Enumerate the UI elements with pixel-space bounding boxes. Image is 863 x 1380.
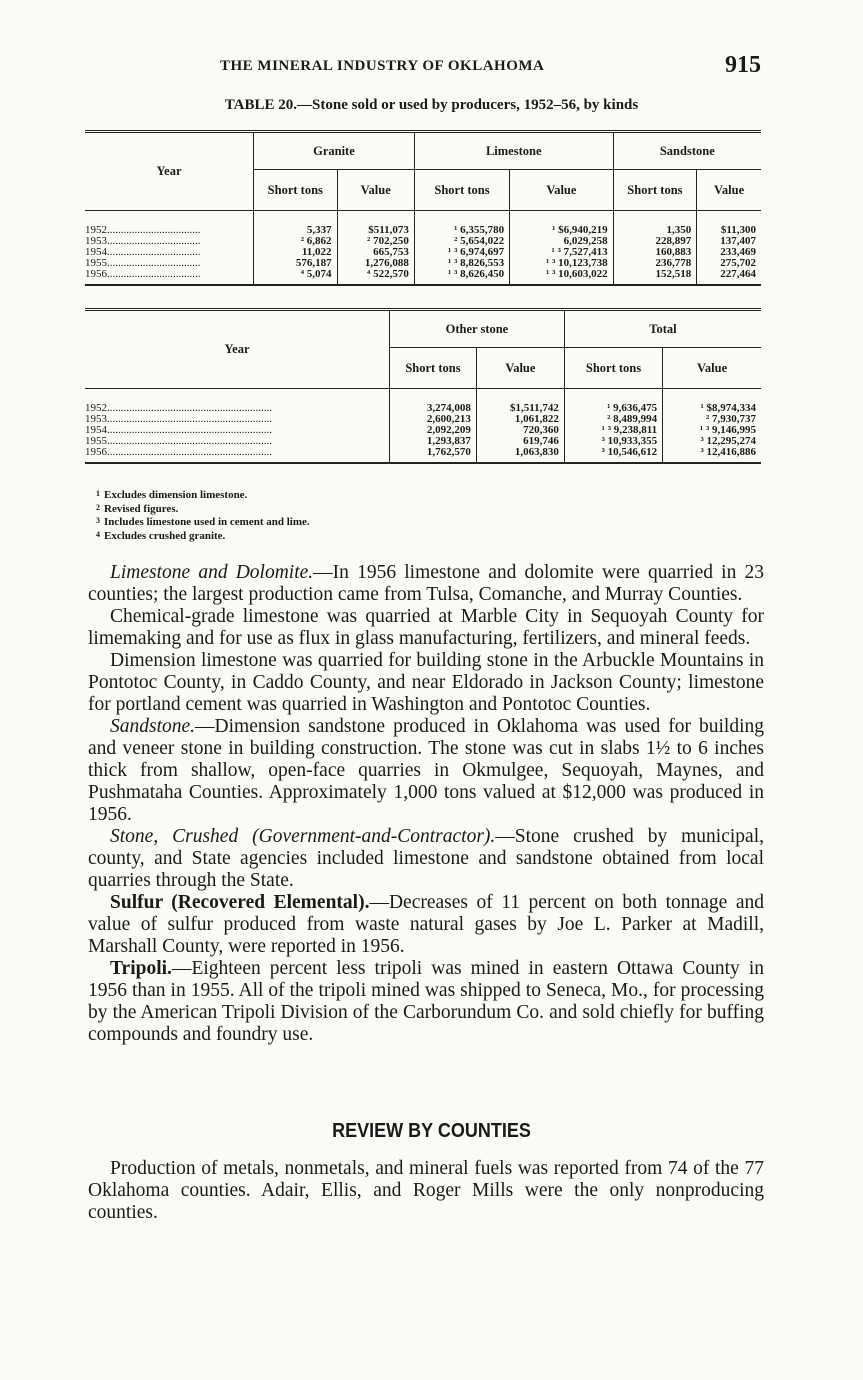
paragraph (88, 562, 764, 606)
table-cell: ² 7,930,737 (705, 413, 756, 425)
table-cell: 720,360 (476, 425, 564, 436)
year-cell: 1955.................................. (85, 258, 254, 269)
table-cell: 236,778 (613, 258, 697, 269)
section-heading: REVIEW BY COUNTIES (332, 1120, 531, 1142)
table-cell: ¹ 9,636,475 (564, 389, 662, 415)
paragraph-text: —Stone crushed by municipal, county, and State agencies included limestone and sandstone obtained from local quarries through the State. (88, 826, 764, 891)
paragraph-text: Chemical-grade limestone was quarried at Marble City in Sequoyah County for limemaking and for use as flux in glass manufacturing, fertilizers, and mineral feeds. (88, 606, 764, 649)
table-row (85, 389, 761, 415)
table-cell: 1,762,570 (390, 447, 477, 463)
footnote-text: Revised figures. (104, 502, 179, 515)
footnote (96, 488, 310, 502)
group-header-total: Total (649, 321, 677, 336)
table-cell: 227,464 (720, 268, 756, 280)
table-row (85, 269, 761, 285)
subheader-short-tons: Short tons (254, 170, 338, 211)
table-cell: 576,187 (254, 258, 338, 269)
running-title: THE MINERAL INDUSTRY OF OKLAHOMA (220, 58, 545, 74)
subheader-value: Value (476, 348, 564, 389)
body-text (88, 562, 764, 1046)
year-cell: 1955............................................................ (85, 436, 390, 447)
paragraph-text: —Eighteen percent less tripoli was mined in eastern Ottawa County in 1956 than in 1955. All of the tripoli mined was shipped to Seneca, Mo., for processing by the American Tripoli Division of the Carborundum Co. and sold chiefly for buffing compounds and foundry use. (88, 958, 764, 1045)
table-cell: $11,300 (720, 224, 756, 236)
table-cell: 275,702 (720, 257, 756, 269)
footnote (96, 529, 310, 543)
paragraph (88, 826, 764, 892)
group-header-sandstone: Sandstone (659, 143, 715, 158)
footnote-mark: 3 (96, 516, 100, 525)
paragraph-lead: Sulfur (Recovered Elemental). (110, 892, 370, 913)
paragraph-text: —Dimension sandstone produced in Oklahoma was used for building and veneer stone in building construction. The stone was cut in slabs 1½ to 6 inches thick from shallow, open-face quarries in Okmulgee, Sequoyah, Maynes, and Pushmataha Counties. Approximately 1,000 tons valued at $12,000 was produced in 1956. (88, 716, 764, 825)
table-cell: ² 702,250 (337, 236, 414, 247)
table-cell: 1,063,830 (476, 447, 564, 463)
paragraph-text: —In 1956 limestone and dolomite were quarried in 23 counties; the largest production came from Tulsa, Comanche, and Murray Counties. (88, 562, 764, 605)
table-cell: 3,274,008 (390, 389, 477, 415)
table-cell: ¹ $8,974,334 (700, 402, 756, 414)
table-cell: $511,073 (337, 211, 414, 237)
group-header-limestone: Limestone (414, 132, 613, 170)
table-cell: $1,511,742 (476, 389, 564, 415)
table-cell: ¹ ³ 9,146,995 (699, 424, 756, 436)
table-cell: ² 6,862 (254, 236, 338, 247)
table-cell: 6,029,258 (510, 236, 613, 247)
group-header-other-stone: Other stone (390, 310, 565, 348)
table-cell: ³ 12,295,274 (700, 435, 756, 447)
table-row (85, 447, 761, 463)
table-cell: ¹ 6,355,780 (414, 211, 509, 237)
subheader-value: Value (337, 170, 414, 211)
stone-table-part2 (85, 308, 761, 464)
year-cell: 1952.................................. (85, 211, 254, 237)
table-cell: 160,883 (613, 247, 697, 258)
table-cell: 1,293,837 (390, 436, 477, 447)
paragraph (88, 606, 764, 650)
table-title: TABLE 20.—Stone sold or used by producers, 1952–56, by kinds (224, 97, 639, 113)
table-cell: 1,350 (613, 211, 697, 237)
footnote (96, 502, 310, 516)
table-cell: 2,600,213 (390, 414, 477, 425)
table-row (85, 414, 761, 425)
year-cell: 1954.................................. (85, 247, 254, 258)
table-cell: 2,092,209 (390, 425, 477, 436)
subheader-value: Value (510, 170, 613, 211)
table-row (85, 436, 761, 447)
table-cell: ¹ ³ 8,826,553 (414, 258, 509, 269)
table-cell: ¹ ³ 10,603,022 (510, 269, 613, 285)
year-column-header: Year (85, 310, 390, 389)
paragraph (88, 892, 764, 958)
page-number: 915 (725, 52, 761, 78)
running-head (0, 52, 863, 80)
paragraph-text: Dimension limestone was quarried for building stone in the Arbuckle Mountains in Pontotoc County, in Caddo County, and near Eldorado in Jackson County; limestone for portland cement was quarried in Washington and Pontotoc Counties. (88, 650, 764, 715)
paragraph: Production of metals, nonmetals, and mineral fuels was reported from 74 of the 77 Oklahoma counties. Adair, Ellis, and Roger Mills were the only nonproducing counties. (88, 1158, 764, 1223)
subheader-value: Value (697, 170, 761, 211)
table-cell: 619,746 (476, 436, 564, 447)
subheader-short-tons: Short tons (564, 348, 662, 389)
footnote-mark: 1 (96, 489, 100, 498)
footnote (96, 515, 310, 529)
footnote-mark: 4 (96, 529, 100, 539)
subheader-short-tons: Short tons (390, 348, 477, 389)
paragraph-lead: Limestone and Dolomite. (110, 562, 314, 583)
table-cell: ⁴ 522,570 (337, 269, 414, 285)
table-body (85, 211, 761, 286)
table-cell: 152,518 (613, 269, 697, 285)
year-column-header: Year (85, 132, 254, 211)
footnote-text: Excludes dimension limestone. (104, 489, 248, 501)
table-cell: ³ 10,933,355 (564, 436, 662, 447)
table-cell: ² 8,489,994 (564, 414, 662, 425)
table-cell: 5,337 (254, 211, 338, 237)
table-cell: 228,897 (613, 236, 697, 247)
stone-table-part1 (85, 130, 761, 286)
table-cell: ³ 12,416,886 (700, 446, 756, 458)
table-row (85, 425, 761, 436)
table-cell: ¹ ³ 7,527,413 (510, 247, 613, 258)
table-cell: ¹ ³ 6,974,697 (414, 247, 509, 258)
table-cell: ¹ ³ 10,123,738 (510, 258, 613, 269)
subheader-value: Value (663, 348, 761, 389)
footnote-text: Includes limestone used in cement and lime. (104, 516, 310, 528)
year-cell: 1953............................................................ (85, 414, 390, 425)
paragraph-lead: Stone, Crushed (Government-and-Contractor). (110, 826, 496, 847)
table-footnotes (96, 488, 310, 542)
paragraph (88, 958, 764, 1046)
table-cell: ¹ ³ 8,626,450 (414, 269, 509, 285)
table-cell: ¹ ³ 9,238,811 (564, 425, 662, 436)
group-header-granite: Granite (254, 132, 415, 170)
year-cell: 1956............................................................ (85, 447, 390, 463)
paragraph-lead: Sandstone. (110, 716, 196, 737)
paragraph-lead: Tripoli. (110, 958, 172, 979)
subheader-short-tons: Short tons (613, 170, 697, 211)
table-cell: ² 5,654,022 (414, 236, 509, 247)
table-cell: ¹ $6,940,219 (510, 211, 613, 237)
footnote-text: Excludes crushed granite. (104, 529, 226, 542)
table-cell: 11,022 (254, 247, 338, 258)
paragraph-text: —Decreases of 11 percent on both tonnage and value of sulfur produced from waste natural gases by Joe L. Parker at Madill, Marshall County, were reported in 1956. (88, 892, 764, 957)
subheader-short-tons: Short tons (414, 170, 509, 211)
table-body (85, 389, 761, 464)
section-body (88, 1158, 764, 1224)
year-cell: 1956.................................. (85, 269, 254, 285)
year-cell: 1954............................................................ (85, 425, 390, 436)
table-cell: ⁴ 5,074 (254, 269, 338, 285)
table-cell: 1,276,088 (337, 258, 414, 269)
table-cell: 137,407 (720, 235, 756, 247)
table-cell: 665,753 (337, 247, 414, 258)
year-cell: 1953.................................. (85, 236, 254, 247)
table-row (85, 211, 761, 237)
table-cell: 1,061,822 (476, 414, 564, 425)
year-cell: 1952............................................................ (85, 389, 390, 415)
paragraph (88, 716, 764, 826)
paragraph (88, 650, 764, 716)
table-cell: ³ 10,546,612 (564, 447, 662, 463)
footnote-mark: 2 (96, 502, 100, 512)
table-cell: 233,469 (720, 246, 756, 258)
